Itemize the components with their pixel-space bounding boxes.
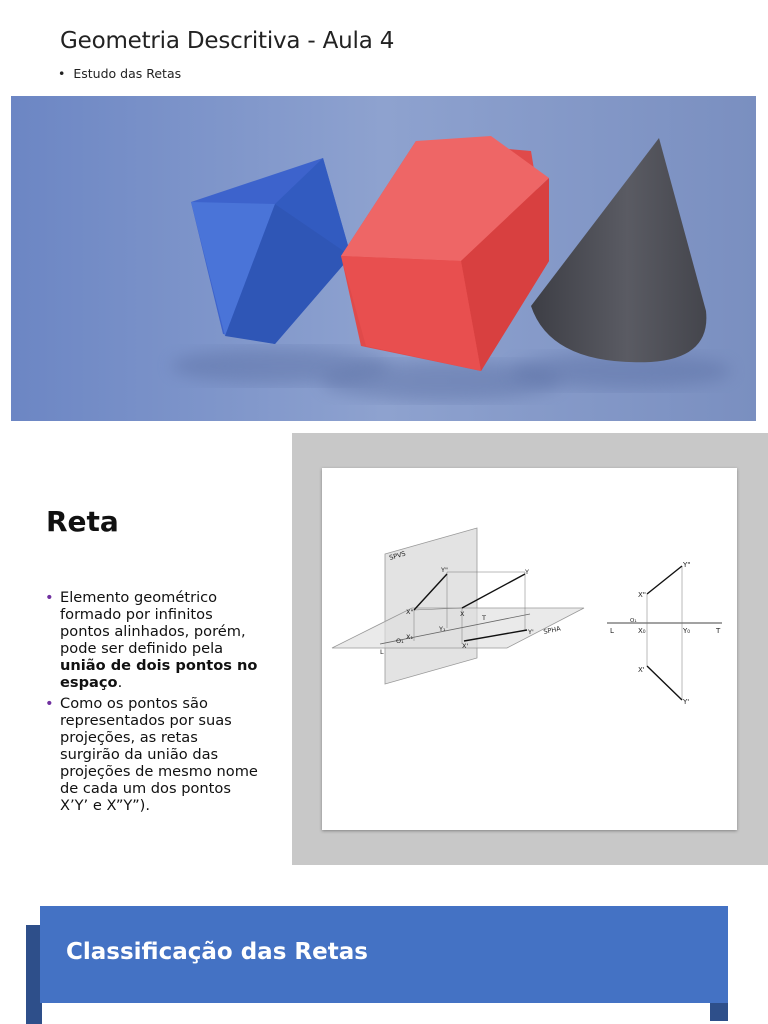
svg-text:T: T [482, 614, 486, 622]
svg-text:Y: Y [525, 568, 529, 576]
svg-text:L: L [610, 627, 614, 635]
svg-text:Y': Y' [683, 698, 690, 706]
svg-text:T: T [716, 627, 721, 635]
svg-text:X: X [460, 610, 465, 618]
bullet-item: • Como os pontos são representados por suas projeções, as retas surgirão da união das projeções de mesmo nome de cada um dos pontos X’Y’ e X”Y”). [44, 695, 259, 814]
bullet-item: • Elemento geométrico formado por infinitos pontos alinhados, porém, pode ser definido pela união de dois pontos no espaço. [44, 589, 259, 691]
svg-text:X₀: X₀ [638, 627, 646, 635]
slide2-bullet-list [44, 589, 259, 818]
svg-text:O₁: O₁ [396, 637, 404, 645]
slide2-heading: Reta [46, 505, 119, 538]
section-title: Classificação das Retas [66, 939, 368, 965]
projection-diagram [322, 468, 737, 830]
slide1-title: Geometria Descritiva - Aula 4 [60, 28, 395, 54]
svg-text:X': X' [462, 642, 469, 650]
solids-image [11, 96, 756, 421]
banner-fold-right [710, 1003, 728, 1021]
label-spha: SPHA [542, 624, 562, 636]
bold-phrase: união de dois pontos no espaço [60, 657, 258, 691]
svg-text:O₁: O₁ [630, 618, 637, 624]
svg-text:X₁: X₁ [406, 633, 414, 641]
svg-text:Y": Y" [441, 566, 448, 574]
slide1-bullet: • Estudo das Retas [58, 66, 182, 81]
solids-illustration [11, 96, 756, 421]
svg-text:Y": Y" [683, 561, 691, 569]
label-spvs: SPVS [388, 549, 407, 562]
svg-text:X": X" [406, 608, 414, 616]
svg-text:Y₀: Y₀ [683, 627, 691, 635]
slide1-bullet-text: Estudo das Retas [73, 66, 182, 81]
svg-text:L: L [380, 648, 384, 656]
svg-text:Y₁: Y₁ [439, 625, 446, 633]
figure-card [322, 468, 737, 830]
svg-text:Y': Y' [528, 628, 534, 636]
svg-text:X': X' [638, 666, 645, 674]
svg-text:X": X" [638, 591, 647, 599]
